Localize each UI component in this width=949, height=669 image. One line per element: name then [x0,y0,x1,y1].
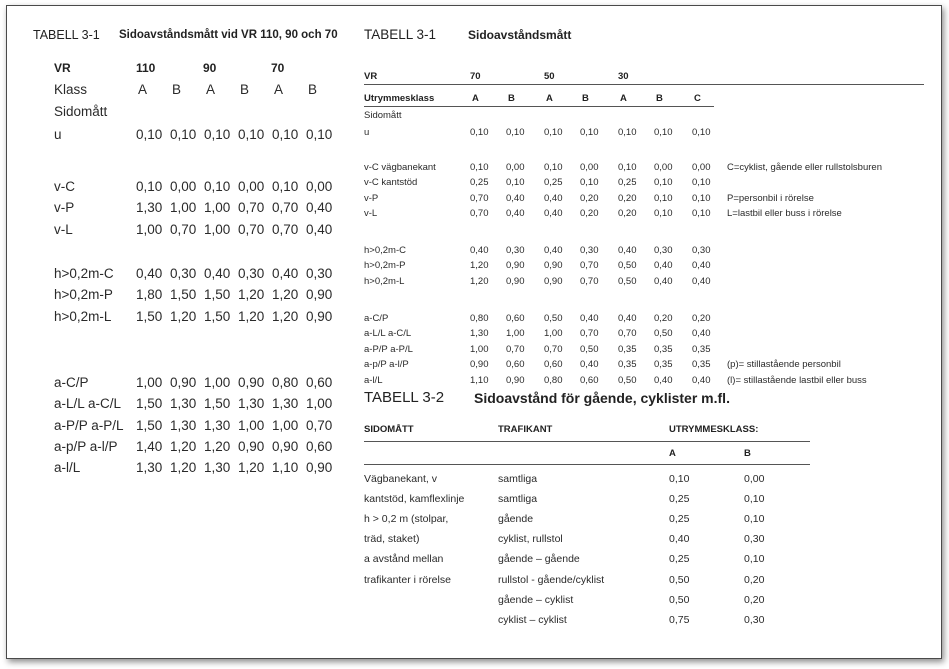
table-cell: 0,00 [238,179,265,194]
table-cell: 0,90 [272,438,299,454]
klass-label: Klass [54,82,88,97]
table-cell: 0,40 [654,374,673,386]
table-cell: 0,10 [204,127,231,142]
sidomatt-cell: Vägbanekant, v [364,473,437,485]
column-header: SIDOMÅTT [364,424,414,435]
table-cell: 0,70 [170,221,197,237]
row-label: v-P [54,200,75,216]
column-header: TRAFIKANT [498,424,553,435]
table-cell: 1,20 [204,438,231,454]
klass-value: B [308,82,318,97]
table-cell: 1,00 [170,200,197,216]
vr-rule [364,84,924,85]
table-cell: 0,90 [238,375,265,390]
table-cell: 0,40 [136,266,163,281]
table-cell: 0,50 [618,374,637,386]
klass-label: Utrymmesklass [364,93,435,104]
table-cell: 0,35 [692,359,711,371]
klass-value: B [656,93,663,104]
table-label: TABELL 3-2 [364,389,445,406]
row-label: a-L/L a-C/L [364,328,412,340]
table-cell: 1,00 [544,328,563,340]
row-label: v-P [364,192,379,204]
table-cell: 0,70 [238,221,265,237]
table-cell: 0,10 [170,127,197,142]
class-b-cell: 0,00 [744,473,765,485]
table-cell: 0,25 [470,177,489,189]
table-cell: 1,20 [238,287,265,303]
table-cell: 1,50 [136,417,163,433]
row-label: a-l/L [364,374,383,386]
sidomatt-label: Sidomått [54,104,108,119]
table-cell: 1,10 [470,374,489,386]
table-cell: 0,10 [654,177,673,189]
table-cell: 1,80 [136,287,163,303]
row-note: P=personbil i rörelse [727,192,814,204]
vr-value: 90 [203,61,217,75]
table-cell: 0,10 [136,127,163,142]
klass-value: A [274,82,284,97]
vr-header: VR [364,71,378,82]
table-cell: 0,60 [506,313,525,324]
row-label: a-C/P [54,375,89,390]
row-note: (l)= stillastående lastbil eller buss [727,374,867,386]
klass-value: B [508,93,515,104]
table-cell: 0,00 [654,162,673,173]
table-cell: 0,50 [618,275,637,287]
table-cell: 0,35 [692,343,711,355]
sub-header-rule [364,464,810,465]
table-cell: 0,70 [544,343,563,355]
table-cell: 0,40 [306,200,333,216]
table-cell: 0,70 [272,200,299,216]
table-cell: 0,90 [506,374,525,386]
table-cell: 0,10 [692,127,711,138]
class-a-cell: 0,75 [669,613,690,626]
row-label: a-L/L a-C/L [54,396,122,412]
table-cell: 1,50 [204,308,231,324]
sidomatt-cell: h > 0,2 m (stolpar, [364,513,449,526]
row-note: (p)= stillastående personbil [727,359,841,371]
vr-value: 50 [544,71,555,82]
sidomatt-cell: a avstånd mellan [364,553,444,566]
table-cell: 0,30 [306,266,333,281]
table-cell: 1,20 [170,460,197,476]
table-cell: 0,40 [544,208,563,220]
table-cell: 0,10 [580,177,599,189]
table-cell: 1,20 [272,287,299,303]
table-cell: 0,10 [692,192,711,204]
trafikant-cell: cyklist, rullstol [498,533,563,546]
table-cell: 0,90 [238,438,265,454]
table-cell: 0,10 [506,127,525,138]
table-cell: 1,50 [204,396,231,412]
table-cell: 0,10 [204,179,231,194]
table-cell: 0,00 [506,162,525,173]
row-label: v-C [54,179,75,194]
table-cell: 1,30 [204,460,231,476]
table-cell: 1,30 [470,328,489,340]
table-cell: 0,90 [470,359,489,371]
table-cell: 0,40 [580,313,599,324]
table-cell: 0,40 [692,275,711,287]
table-cell: 1,00 [272,417,299,433]
trafikant-cell: samtliga [498,493,538,506]
class-a-cell: 0,40 [669,533,690,546]
table-cell: 0,90 [306,287,333,303]
trafikant-cell: samtliga [498,473,538,485]
class-b-cell: 0,20 [744,573,765,586]
table-cell: 0,90 [506,275,525,287]
table-cell: 0,40 [544,192,563,204]
table-cell: 0,20 [654,313,673,324]
vr-value: 30 [618,71,629,82]
sidomatt-cell: träd, staket) [364,533,420,546]
table-cell: 0,10 [272,179,299,194]
table-cell: 0,70 [580,260,599,272]
table-cell: 0,10 [272,127,299,142]
table-cell: 0,80 [470,313,489,324]
table-cell: 1,50 [204,287,231,303]
table-cell: 0,10 [136,179,163,194]
table-cell: 1,20 [170,308,197,324]
table-cell: 0,40 [272,266,299,281]
table-cell: 0,90 [544,260,563,272]
table-cell: 1,00 [470,343,489,355]
table-cell: 0,70 [470,192,489,204]
table-cell: 0,70 [238,200,265,216]
table-cell: 0,70 [306,417,333,433]
table-cell: 0,30 [238,266,265,281]
row-label: a-P/P a-P/L [364,343,413,355]
table-cell: 0,50 [580,343,599,355]
table-cell: 0,40 [306,221,333,237]
table-cell: 0,10 [580,127,599,138]
table-cell: 0,40 [470,245,489,256]
trafikant-cell: gående – cyklist [498,593,574,606]
table-cell: 1,40 [136,438,163,454]
row-label: h>0,2m-L [54,308,112,324]
table-title: Sidoavståndsmått [468,28,572,42]
table-cell: 0,10 [544,162,563,173]
class-b-cell: 0,10 [744,553,765,566]
row-label: v-C vägbanekant [364,162,436,173]
table-cell: 0,50 [544,313,563,324]
table-cell: 0,10 [306,127,333,142]
vr-header: VR [54,61,71,75]
row-label: u [364,127,370,138]
table-cell: 0,70 [618,328,637,340]
table-cell: 1,00 [204,200,231,216]
sub-header-b: B [744,448,751,459]
table-cell: 0,00 [306,179,333,194]
document-frame [6,5,942,659]
table-cell: 0,00 [580,162,599,173]
table-cell: 1,50 [136,308,163,324]
class-a-cell: 0,50 [669,593,690,606]
table-cell: 1,50 [170,287,197,303]
table-label: TABELL 3-1 [364,27,437,42]
table-cell: 0,30 [506,245,525,256]
klass-value: A [206,82,216,97]
table-cell: 0,30 [692,245,711,256]
table-cell: 0,40 [544,245,563,256]
table-cell: 0,25 [544,177,563,189]
table-cell: 0,10 [654,208,673,220]
vr-value: 70 [470,71,481,82]
table-cell: 0,70 [272,221,299,237]
row-label: v-L [364,208,378,220]
row-label: a-C/P [364,313,389,324]
table-cell: 0,30 [170,266,197,281]
table-cell: 0,30 [580,245,599,256]
table-cell: 0,90 [170,375,197,390]
klass-value: A [472,93,479,104]
sidomatt-cell: kantstöd, kamflexlinje [364,493,465,506]
trafikant-cell: gående [498,513,534,526]
table-cell: 1,30 [170,396,197,412]
table-cell: 0,00 [692,162,711,173]
table-cell: 0,40 [654,260,673,272]
table-cell: 0,10 [506,177,525,189]
row-label: a-P/P a-P/L [54,417,124,433]
row-note: C=cyklist, gående eller rullstolsburen [727,162,882,173]
table-cell: 0,70 [506,343,525,355]
table-cell: 0,10 [618,127,637,138]
table-cell: 1,00 [204,375,231,390]
table-cell: 0,40 [692,260,711,272]
table-cell: 0,50 [618,260,637,272]
class-a-cell: 0,25 [669,553,690,566]
row-label: u [54,127,62,142]
class-b-cell: 0,30 [744,613,765,626]
class-b-cell: 0,10 [744,493,765,506]
klass-value: C [694,93,701,104]
table-cell: 0,10 [238,127,265,142]
table-cell: 1,30 [272,396,299,412]
row-label: a-l/L [54,460,81,476]
table-cell: 0,40 [692,328,711,340]
table-cell: 1,30 [238,396,265,412]
class-a-cell: 0,25 [669,493,690,506]
table-title: Sidoavståndsmått vid VR 110, 90 och 70 [119,29,338,41]
table-cell: 0,20 [692,313,711,324]
table-cell: 1,20 [238,308,265,324]
table-cell: 1,30 [170,417,197,433]
table-cell: 0,35 [654,359,673,371]
table-cell: 0,40 [506,208,525,220]
table-cell: 0,90 [306,308,333,324]
table-cell: 0,40 [618,313,637,324]
table-cell: 1,00 [306,396,333,412]
table-cell: 1,50 [136,396,163,412]
vr-value: 70 [271,61,285,75]
table-cell: 0,40 [618,245,637,256]
table-cell: 1,20 [238,460,265,476]
table-cell: 1,30 [204,417,231,433]
table-cell: 0,90 [506,260,525,272]
table-cell: 0,10 [692,177,711,189]
table-cell: 0,40 [506,192,525,204]
column-header: UTRYMMESKLASS: [669,424,759,435]
table-cell: 0,60 [306,375,333,390]
row-label: h>0,2m-C [364,245,406,256]
row-label: a-p/P a-l/P [54,438,118,454]
row-label: v-C kantstöd [364,177,418,189]
table-cell: 1,00 [506,328,525,340]
table-cell: 1,20 [470,275,489,287]
sidomatt-cell: trafikanter i rörelse [364,573,451,586]
table-cell: 1,20 [272,308,299,324]
sub-header-a: A [669,448,676,459]
klass-value: B [582,93,589,104]
table-cell: 0,20 [580,208,599,220]
table-cell: 0,10 [618,162,637,173]
table-cell: 0,30 [654,245,673,256]
table-cell: 1,30 [136,200,163,216]
table-cell: 1,10 [272,460,299,476]
table-cell: 0,40 [580,359,599,371]
row-label: h>0,2m-P [54,287,113,303]
table-cell: 1,00 [136,375,163,390]
klass-value: A [620,93,627,104]
table-cell: 0,90 [544,275,563,287]
row-label: v-L [54,221,73,237]
sidomatt-label: Sidomått [364,110,402,121]
table-cell: 0,10 [470,162,489,173]
table-cell: 0,40 [654,275,673,287]
table-cell: 1,00 [204,221,231,237]
table-cell: 0,60 [506,359,525,371]
row-label: a-p/P a-l/P [364,359,409,371]
table-cell: 0,70 [580,328,599,340]
table-cell: 0,10 [654,192,673,204]
class-a-cell: 0,50 [669,573,690,586]
klass-value: B [172,82,182,97]
trafikant-cell: cyklist – cyklist [498,613,567,626]
table-cell: 0,00 [170,179,197,194]
table-cell: 0,10 [654,127,673,138]
table-cell: 0,35 [654,343,673,355]
table-cell: 0,10 [470,127,489,138]
row-note: L=lastbil eller buss i rörelse [727,208,842,220]
class-a-cell: 0,10 [669,473,690,485]
class-b-cell: 0,20 [744,593,765,606]
klass-rule [364,106,714,107]
row-label: h>0,2m-C [54,266,114,281]
table-cell: 0,35 [618,359,637,371]
klass-value: A [138,82,148,97]
table-cell: 0,60 [580,374,599,386]
table-cell: 1,00 [136,221,163,237]
table-cell: 1,30 [136,460,163,476]
row-label: h>0,2m-L [364,275,405,287]
table-cell: 0,80 [272,375,299,390]
class-b-cell: 0,30 [744,533,765,546]
table-label: TABELL 3-1 [33,28,100,42]
table-cell: 1,00 [238,417,265,433]
table-cell: 0,20 [618,208,637,220]
table-cell: 0,60 [306,438,333,454]
header-rule [364,441,810,442]
table-cell: 0,70 [470,208,489,220]
table-cell: 0,70 [580,275,599,287]
klass-value: A [546,93,553,104]
table-cell: 0,40 [204,266,231,281]
table-cell: 1,20 [470,260,489,272]
table-cell: 0,20 [618,192,637,204]
row-label: h>0,2m-P [364,260,406,272]
table-cell: 0,60 [544,359,563,371]
table-cell: 0,20 [580,192,599,204]
table-cell: 0,50 [654,328,673,340]
trafikant-cell: rullstol - gående/cyklist [498,573,605,586]
table-cell: 0,35 [618,343,637,355]
table-cell: 0,90 [306,460,333,476]
table-cell: 0,10 [544,127,563,138]
table-cell: 1,20 [170,438,197,454]
table-cell: 0,25 [618,177,637,189]
table-cell: 0,80 [544,374,563,386]
table-title: Sidoavstånd för gående, cyklister m.fl. [474,390,730,406]
table-cell: 0,10 [692,208,711,220]
table-cell: 0,40 [692,374,711,386]
vr-value: 110 [136,61,156,75]
trafikant-cell: gående – gående [498,553,580,566]
klass-value: B [240,82,250,97]
class-b-cell: 0,10 [744,513,765,526]
class-a-cell: 0,25 [669,513,690,526]
